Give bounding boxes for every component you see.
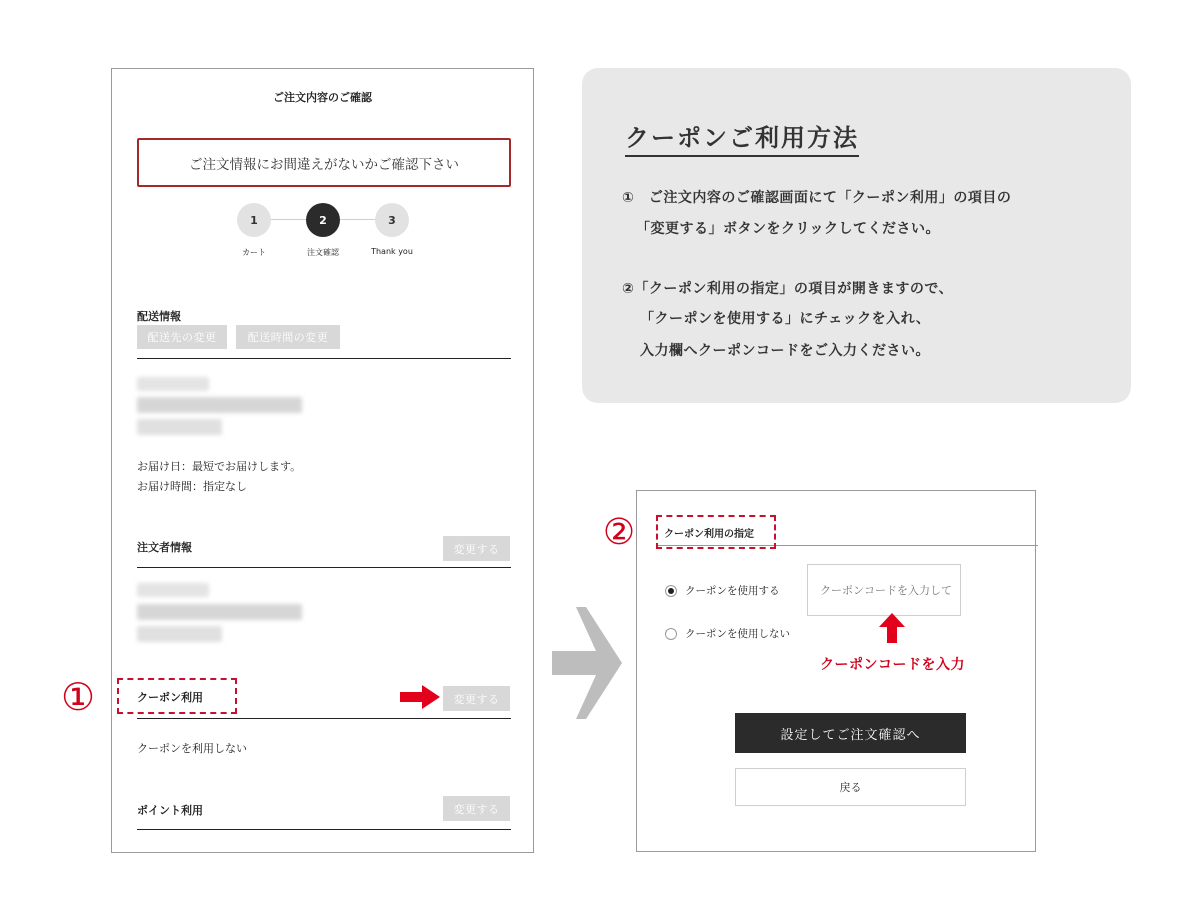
coupon-spec-title: クーポン利用の指定: [664, 529, 754, 540]
no-coupon-radio[interactable]: [665, 628, 677, 640]
instruction-title: クーポンご利用方法: [625, 118, 859, 157]
coupon-code-hint: クーポンコードを入力: [820, 657, 965, 673]
step-1-indicator: 1: [237, 203, 271, 237]
points-title: ポイント利用: [137, 804, 203, 817]
blurred-address: [137, 377, 209, 391]
coupon-spec-highlight: [656, 515, 776, 549]
red-arrow-right-icon: [400, 685, 440, 709]
instruction-line-3: ②「クーポン利用の指定」の項目が開きますので、: [622, 281, 954, 297]
divider: [137, 358, 511, 359]
coupon-code-input[interactable]: [807, 564, 961, 616]
order-confirmation-panel: [111, 68, 534, 853]
coupon-highlight: [117, 678, 237, 714]
step-2-indicator: 2: [306, 203, 340, 237]
blurred-address: [137, 419, 222, 435]
step-marker-1: ①: [60, 675, 96, 719]
blurred-orderer: [137, 604, 302, 620]
back-button[interactable]: 戻る: [735, 768, 966, 806]
coupon-change-button[interactable]: 変更する: [443, 686, 510, 711]
change-time-button[interactable]: 配送時間の変更: [236, 325, 340, 349]
blurred-orderer: [137, 626, 222, 642]
blurred-orderer: [137, 583, 209, 597]
coupon-title: クーポン利用: [137, 691, 203, 704]
no-coupon-label: クーポンを使用しない: [685, 628, 790, 640]
instruction-line-4: 「クーポンを使用する」にチェックを入れ、: [640, 311, 931, 327]
instruction-line-1: ① ご注文内容のご確認画面にて「クーポン利用」の項目の: [622, 190, 1012, 206]
page-title: ご注文内容のご確認: [273, 91, 372, 104]
confirm-notice: ご注文情報にお間違えがないかご確認下さい: [137, 138, 511, 187]
instruction-box: [582, 68, 1131, 403]
divider: [137, 829, 511, 830]
instruction-line-2: 「変更する」ボタンをクリックしてください。: [636, 221, 940, 237]
change-address-button[interactable]: 配送先の変更: [137, 325, 227, 349]
orderer-change-button[interactable]: 変更する: [443, 536, 510, 561]
points-change-button[interactable]: 変更する: [443, 796, 510, 821]
divider: [137, 567, 511, 568]
submit-and-confirm-button[interactable]: 設定してご注文確認へ: [735, 713, 966, 753]
red-arrow-up-icon: [879, 613, 905, 643]
divider: [137, 718, 511, 719]
delivery-time: お届け時間：指定なし: [137, 480, 247, 493]
step-2-label: 注文確認: [307, 248, 339, 257]
instruction-line-5: 入力欄へクーポンコードをご入力ください。: [640, 343, 930, 359]
use-coupon-label: クーポンを使用する: [685, 585, 780, 597]
orderer-title: 注文者情報: [137, 541, 192, 554]
shipping-title: 配送情報: [137, 310, 181, 323]
step-3-indicator: 3: [375, 203, 409, 237]
coupon-status: クーポンを利用しない: [137, 742, 247, 755]
chevron-right-icon: [552, 607, 624, 719]
delivery-date: お届け日：最短でお届けします。: [137, 460, 302, 473]
step-1-label: カート: [242, 248, 266, 257]
use-coupon-radio[interactable]: [665, 585, 677, 597]
blurred-address: [137, 397, 302, 413]
step-3-label: Thank you: [371, 247, 413, 256]
step-marker-2: ②: [602, 511, 636, 553]
